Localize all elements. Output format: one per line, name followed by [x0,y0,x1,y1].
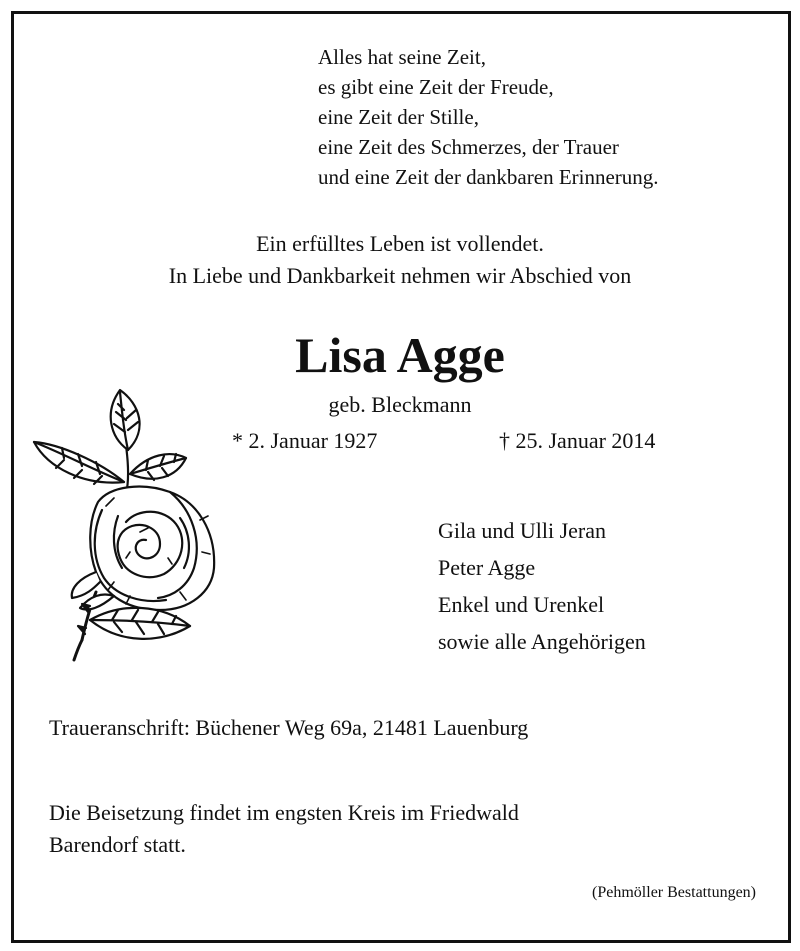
birth-date: * 2. Januar 1927 [232,428,378,453]
undertaker-credit: (Pehmöller Bestattungen) [592,884,756,901]
rose-icon [30,382,230,668]
burial-notice [49,797,519,861]
poem-line: es gibt eine Zeit der Freude, [318,75,554,99]
poem [318,42,659,192]
mourner: Enkel und Urenkel [438,592,605,617]
poem-line: Alles hat seine Zeit, [318,45,486,69]
mourner: sowie alle Angehörigen [438,629,646,654]
burial-line-1: Die Beisetzung findet im engsten Kreis im Friedwald [49,800,519,825]
funeral-address: Traueranschrift: Büchener Weg 69a, 21481 Lauenburg [49,715,529,740]
poem-line: eine Zeit der Stille, [318,105,479,129]
burial-line-2: Barendorf statt. [49,832,186,857]
deceased-name: Lisa Agge [295,327,505,383]
intro-line-2: In Liebe und Dankbarkeit nehmen wir Abschied von [168,263,632,288]
death-date: † 25. Januar 2014 [499,428,656,453]
mourners-list [438,512,646,660]
poem-line: eine Zeit des Schmerzes, der Trauer [318,135,619,159]
intro-text [0,228,800,292]
poem-line: und eine Zeit der dankbaren Erinnerung. [318,165,659,189]
intro-line-1: Ein erfülltes Leben ist vollendet. [256,231,544,256]
mourner: Peter Agge [438,555,536,580]
maiden-name: geb. Bleckmann [328,392,472,417]
mourner: Gila und Ulli Jeran [438,518,607,543]
